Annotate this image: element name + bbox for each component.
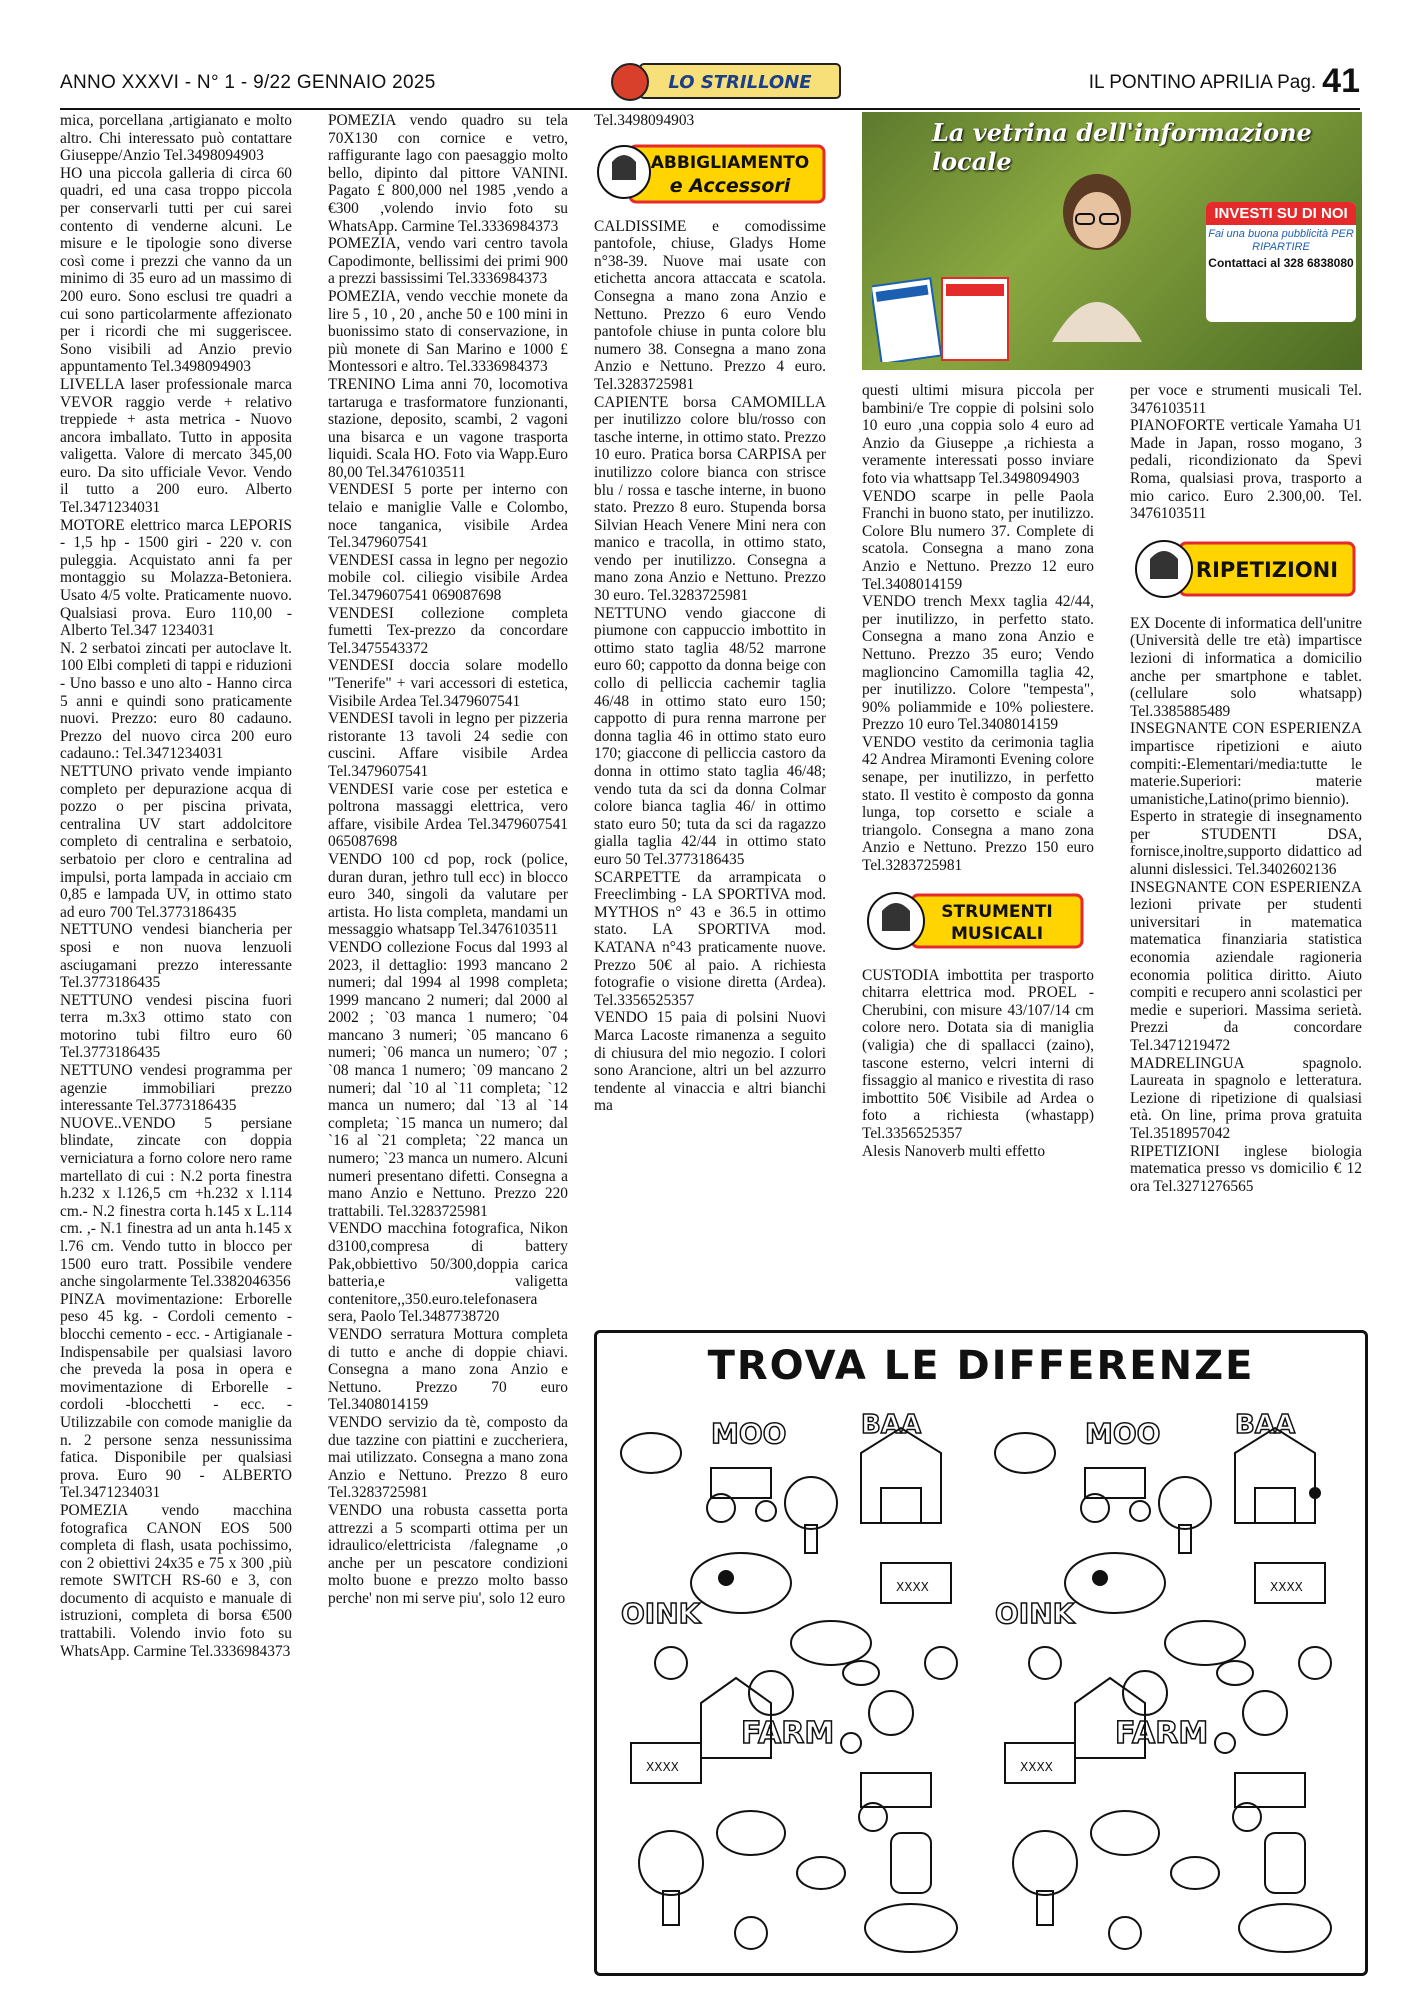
- tree-trunk-icon: [663, 1891, 679, 1925]
- duck-icon: [1217, 1661, 1253, 1685]
- spot-the-difference-puzzle: [594, 1330, 1368, 1976]
- puzzle-word: MOO: [711, 1417, 787, 1450]
- classified-ad: mica, porcellana ,artigianato e molto altro. Chi interessato può contattare Giuseppe/Anzio Tel.3498094903: [60, 112, 292, 165]
- classified-ad: NUOVE..VENDO 5 persiane blindate, zincate con doppia verniciatura a forno colore nero rame martellato di cui : N.2 porta finestra h.232 x l.126,5 cm +h.232 x l.114 cm.- N.2 finestra corta h.145 x L.114 cm. ,- N.1 finestra ad un anta h.145 x l.76 cm. Vendo tutto in blocco per 1500 euro tratt. Possibile vendere anche singolarmente Tel.3382046356: [60, 1114, 292, 1291]
- basket-label: XXXX: [646, 1760, 679, 1774]
- tractor-icon: [1235, 1773, 1305, 1807]
- classified-ad: VENDO 100 cd pop, rock (police, duran duran, jethro tull ecc) in blocco euro 340, singoli da valutare per artista. Ho lista completa, mandami un messaggio whatsapp Tel.3476103511: [328, 850, 568, 939]
- classified-ad: POMEZIA vendo macchina fotografica CANON EOS 500 completa di flash, usata pochissimo, con 2 obiettivi 24x35 e 75 x 300 ,più remote SWITCH RS-60 e 3, con documento di acquisto e manuale di istruzioni, completa di borsa €500 trattabili. Volendo invio foto su WhatsApp. Carmine Tel.3336984373: [60, 1501, 292, 1660]
- column-5-bottom: [1130, 615, 1362, 1196]
- newsboy-icon: [882, 903, 910, 931]
- section-badge-ripetizioni: [1130, 533, 1362, 603]
- cow-icon: [1065, 1553, 1165, 1613]
- cow-spot-icon: [718, 1570, 734, 1586]
- ad-box-sub: Fai una buona pubblicità PER RIPARTIRE: [1208, 228, 1354, 253]
- classified-ad: RIPETIZIONI inglese biologia matematica presso vs domicilio € 12 ora Tel.3271276565: [1130, 1142, 1362, 1195]
- tree-icon: [639, 1831, 703, 1895]
- newsboy-icon: [612, 155, 636, 180]
- barn-door-icon: [881, 1488, 921, 1523]
- ad-box-heading: INVESTI SU DI NOI: [1206, 202, 1356, 225]
- flower-icon: [841, 1733, 861, 1753]
- tractor-icon: [861, 1773, 931, 1807]
- column-3: [594, 112, 826, 1332]
- classified-ad: POMEZIA, vendo vari centro tavola Capodimonte, bellissimi dei primi 900 a prezzi bassissimi Tel.3336984373: [328, 235, 568, 288]
- classified-ad: HO una piccola galleria di circa 60 quadri, ed una casa troppo piccola per conservarli tutti per cui sarei contento di venderne alcuni. Le misure e le tipologie sono diverse così come i prezzi che vanno da un minimo di 35 euro ad un massimo di 200 euro. Sono esclusi tre quadri a cui sono particolarmente affezionato per i ricordi che mi suggeriscee. Sono visibili ad Anzio previo appuntamento Tel.3498094903: [60, 164, 292, 376]
- classified-ad: MOTORE elettrico marca LEPORIS - 1,5 hp - 1500 giri - 220 v. con puleggia. Acquistato anni fa per montaggio su Molazza-Betoniera. Usato 4/5 volte. Praticamente nuovo. Qualsiasi prova. Euro 110,00 - Alberto Tel.347 1234031: [60, 516, 292, 640]
- svg-text:STRUMENTI: STRUMENTI: [941, 901, 1053, 922]
- page-number: 41: [1322, 62, 1360, 100]
- chicken-icon: [1299, 1647, 1331, 1679]
- lo-strillone-logo: [600, 58, 860, 104]
- classified-ad: VENDO collezione Focus dal 1993 al 2023, il dettaglio: 1993 mancano 2 numeri; dal 1994 al 1998 completa; 1999 mancano 2 numeri; dal 2000 al 2002 ; `03 manca 1 numero; `04 mancano 3 numeri; `05 mancano 6 numeri; `06 manca un numero; `07 ; `08 manca 1 numero; `09 mancano 2 numeri; dal `10 al `11 completa; `12 manca un numero; dal `13 al `14 completa; `15 manca un numero; dal `16 al `21 completa; `22 manca un numero; `23 manca un numero. Alcuni numeri presentano difetti. Consegna a mano Anzio e Nettuno. Prezzo 220 trattabili. Tel.3283725981: [328, 938, 568, 1220]
- tree-icon: [1159, 1477, 1211, 1529]
- classified-ad: CAPIENTE borsa CAMOMILLA per inutilizzo colore blu/rosso con tasche interne, in ottimo stato. Prezzo 10 euro. Pratica borsa CARPISA per inutilizzo colore bianca con strisce blu / rossa e tasche interne, in buono stato. Prezzo 8 euro. Stupenda borsa Silvian Heach Venere Mini nera con manico e tracolla, in ottimo stato, vendo per inutilizzo. Consegna a mano zona Anzio e Nettuno. Prezzo 30 euro. Tel.3283725981: [594, 393, 826, 605]
- puzzle-word: FARM: [741, 1716, 835, 1751]
- classified-ad: LIVELLA laser professionale marca VEVOR raggio verde + relativo treppiede + asta metrica - Nuovo ancora imballato. Tutto in apposita valigetta. Valore di mercato 345,00 euro. Da sito ufficiale Vevor. Vendo il tutto a 200 euro. Alberto Tel.3471234031: [60, 375, 292, 517]
- puzzle-panel-left: [611, 1413, 981, 1961]
- classified-ad: VENDESI tavoli in legno per pizzeria ristorante 13 tavoli 24 sedie con cuscini. Affare visibile Ardea Tel.3479607541: [328, 710, 568, 780]
- column-3-top: [594, 112, 826, 130]
- puzzle-word: FARM: [1115, 1716, 1209, 1751]
- classified-ad: VENDO serratura Mottura completa di tutto e anche di doppie chiavi. Consegna a mano zona Anzio e Nettuno. Prezzo 70 euro Tel.3408014159: [328, 1325, 568, 1414]
- classified-ad: NETTUNO vendo giaccone di piumone con cappuccio imbottito in ottimo stato taglia 48/52 marrone euro 60; cappotto da donna beige con collo di pelliccia cachemir taglia 46/48 in ottimo stato euro 150; cappotto di pura renna marrone per donna taglia 46 in ottimo stato euro 170; giaccone di pelliccia castoro da donna in ottimo stato taglia 46/48; vendo tuta da sci da donna Colmar colore bianca taglia 46/ in ottimo stato euro 50; tuta da sci da ragazzo gialla taglia 42/44 in ottimo stato euro 50 Tel.3773186435: [594, 604, 826, 868]
- classified-ad: CUSTODIA imbottita per trasporto chitarra elettrica mod. PROEL - Cherubini, con misure 43/107/14 cm colore nero. Dotata sia di maniglia (valigia) che di spallacci (zaino), tascone esterno, velcri interni di fissaggio al manico e rivestita di raso imbottito 50€ Visibile ad Ardea o foto a richiesta (whastapp) Tel.3356525357: [862, 966, 1094, 1142]
- chicken-icon: [1109, 1917, 1141, 1949]
- duck-icon: [1171, 1857, 1219, 1889]
- ad-title: La vetrina dell'informazione locale: [932, 118, 1312, 176]
- column-2: [328, 112, 568, 1892]
- tree-trunk-icon: [1037, 1891, 1053, 1925]
- pig-icon: [621, 1433, 681, 1473]
- ad-magazines-icon: [872, 262, 1022, 362]
- barn-icon: [1235, 1428, 1315, 1523]
- puzzle-title: TROVA LE DIFFERENZE: [707, 1343, 1255, 1389]
- classified-ad: VENDESI 5 porte per interno con telaio e maniglie Valle e Colombo, noce tanganica, visibile Ardea Tel.3479607541: [328, 481, 568, 552]
- tree-icon: [1013, 1831, 1077, 1895]
- basket-label: XXXX: [1270, 1580, 1303, 1594]
- classified-ad: VENDO macchina fotografica, Nikon d3100,compresa di battery Pak,obbiettivo 50/300,doppia carica batteria,e valigetta contenitore,,350.euro.telefonasera sera, Paolo Tel.3487738720: [328, 1220, 568, 1326]
- classified-ad: TRENINO Lima anni 70, locomotiva tartaruga e trasformatore funzionanti, stazione, deposito, scambi, 2 vagoni una bisarca e un vagone trasporta liquidi. Scala HO. Foto via Wapp.Euro 80,00 Tel.3476103511: [328, 375, 568, 481]
- publication-info: [1089, 62, 1360, 101]
- classified-ad: PINZA movimentazione: Erborelle peso 45 kg. - Cordoli cemento - blocchi cemento - ecc. - Artigianale - Indispensabile per qualsiasi lavoro che preveda la posa in opera e movimentazione di Erborelle - cordoli -blocchetti - ecc. - Utilizzabile con comode maniglie da n. 2 persone senza nessunissima fatica. Disponibile per qualsiasi prova. Euro 90 - ALBERTO Tel.3471234031: [60, 1290, 292, 1502]
- classified-ad: VENDESI cassa in legno per negozio mobile col. ciliegio visibile Ardea Tel.3479607541 069087698: [328, 551, 568, 605]
- tractor-wheel-icon: [1130, 1501, 1150, 1521]
- chicken-icon: [925, 1647, 957, 1679]
- svg-text:MUSICALI: MUSICALI: [950, 923, 1044, 944]
- chicken-icon: [1029, 1647, 1061, 1679]
- column-5-body: [1130, 382, 1362, 523]
- classified-ad: VENDO scarpe in pelle Paola Franchi in buono stato, per inutilizzo. Colore Blu numero 37. Complete di scatola. Consegna a mano zona Anzio e Nettuno. Prezzo 12 euro Tel.3408014159: [862, 487, 1094, 593]
- section-badge-abbigliamento: [594, 140, 826, 206]
- puzzle-panel-right: [985, 1413, 1355, 1961]
- flower-icon: [1215, 1733, 1235, 1753]
- ad-photo-girl-icon: [1032, 172, 1162, 342]
- svg-text:RIPETIZIONI: RIPETIZIONI: [1195, 557, 1339, 582]
- classified-ad: Alesis Nanoverb multi effetto: [862, 1142, 1046, 1160]
- advertisement-banner[interactable]: [862, 112, 1362, 370]
- duck-icon: [797, 1857, 845, 1889]
- column-4-bottom: [862, 967, 1094, 1161]
- classified-ad: VENDO 15 paia di polsini Nuovi Marca Lacoste rimanenza a seguito di chiusura del mio negozio. I colori sono Arancione, altri un bel azzurro tendente al vinaccia e altri bianchi ma: [594, 1009, 826, 1115]
- tree-icon: [785, 1477, 837, 1529]
- classified-ad: NETTUNO vendesi biancheria per sposi e non nuova lenzuoli asciugamani prezzo interessante Tel.3773186435: [60, 921, 292, 992]
- classified-ad: POMEZIA, vendo vecchie monete da lire 5 , 10 , 20 , anche 50 e 100 mini in buonissimo stato di conservazione, in più monete di San Marino e 1000 £ Montessori e altro. Tel.3336984373: [328, 287, 568, 376]
- horse-icon: [791, 1621, 871, 1665]
- classified-ad: INSEGNANTE CON ESPERIENZA lezioni private per studenti universitari in matematica matematica finanziaria statistica economia aziendale ragioneria economia politica diritto. Aiuto compiti e recupero anni scolastici per medie e superiori. Massima serietà. Prezzi da concordare Tel.3471219472: [1130, 878, 1362, 1054]
- puzzle-word: OINK: [995, 1597, 1075, 1630]
- puzzle-word: MOO: [1085, 1417, 1161, 1450]
- column-4-body: [862, 382, 1094, 875]
- newsboy-icon: [1150, 551, 1178, 579]
- svg-text:e Accessori: e Accessori: [669, 174, 791, 197]
- difference-mark: [1309, 1487, 1321, 1499]
- classified-ad: VENDESI varie cose per estetica e poltrona massaggi elettrica, vero affare, visibile Ardea Tel.3479607541 065087698: [328, 780, 568, 851]
- column-5: [1130, 382, 1362, 1222]
- column-1: [60, 112, 292, 1892]
- puzzle-word: BAA: [861, 1413, 922, 1440]
- classified-ad: N. 2 serbatoi zincati per autoclave lt. 100 Elbi completi di tappi e riduzioni - Uno basso e uno alto - Hanno circa 5 anni e quindi sono praticamente nuovi. Prezzo: euro 80 cadauno. Prezzo del nuovo circa 200 euro cadauno.: Tel.3471234031: [60, 639, 292, 763]
- classified-ad: VENDESI doccia solare modello "Tenerife" + vari accessori di estetica, Visibile Ardea Tel.3479607541: [328, 657, 568, 710]
- issue-info: ANNO XXXVI - N° 1 - 9/22 GENNAIO 2025: [60, 72, 436, 93]
- page-header: [60, 58, 1360, 110]
- puzzle-word: BAA: [1235, 1413, 1296, 1440]
- classified-ad: INSEGNANTE CON ESPERIENZA impartisce ripetizioni e aiuto compiti:-Elementari/media:tutte le materie.Superiori: materie umanistiche,Latino(primo biennio).: [1130, 720, 1362, 808]
- ad-box-contact: Contattaci al 328 6838080: [1208, 256, 1354, 270]
- classified-ad: SCARPETTE da arrampicata o Freeclimbing - LA SPORTIVA mod. MYTHOS n° 43 e 36.5 in ottimo stato. LA SPORTIVA mod. KATANA n°43 praticamente nuove. Prezzo 50€ al paio. A richiesta fotografie o visione diretta (Ardea). Tel.3356525357: [594, 868, 826, 1009]
- classified-ad: POMEZIA vendo quadro su tela 70X130 con cornice e vetro, raffigurante lago con paesaggio molto bello, dipinto dal pittore VANINI. Pagato £ 800,000 nel 1985 ,vendo a €300 ,volendo invio foto su WhatsApp. Carmine Tel.3336984373: [328, 112, 568, 235]
- cow-icon: [865, 1904, 957, 1952]
- sheep-icon: [869, 1691, 913, 1735]
- classified-ad: VENDESI collezione completa fumetti Tex-prezzo da concordare Tel.3475543372: [328, 604, 568, 657]
- classified-ad: Tel.3498094903: [594, 112, 695, 129]
- classified-ad: PIANOFORTE verticale Yamaha U1 Made in Japan, rosso mogano, 3 pedali, ricondizionato da Spevi Roma, qualsiasi prova, trasporto a mio carico. Euro 2.300,00. Tel. 3476103511: [1130, 417, 1362, 523]
- publication-name: IL PONTINO APRILIA Pag.: [1088, 72, 1317, 93]
- classified-ad: NETTUNO vendesi piscina fuori terra m.3x3 ottimo stato con motorino tubi filtro euro 60 Tel.3773186435: [60, 991, 292, 1062]
- barn-icon: [861, 1428, 941, 1523]
- cow-icon: [1239, 1904, 1331, 1952]
- chicken-icon: [655, 1647, 687, 1679]
- ad-contact-box: [1206, 202, 1356, 322]
- classified-ad: VENDO trench Mexx taglia 42/44, per inutilizzo, in perfetto stato. Consegna a mano zona Anzio e Nettuno. Prezzo 35 euro; Vendo maglioncino Camomilla taglia 42, per inutilizzo. Colore "tempesta", 90% poliammide e 10% poliestere. Prezzo 10 euro Tel.3408014159: [862, 593, 1094, 734]
- horse-icon: [1165, 1621, 1245, 1665]
- cow-spot-icon: [1092, 1570, 1108, 1586]
- puzzle-word: OINK: [621, 1597, 701, 1630]
- goat-icon: [1091, 1811, 1159, 1855]
- classified-ad: NETTUNO vendesi programma per agenzie immobiliari prezzo interessante Tel.3773186435: [60, 1062, 292, 1115]
- duck-icon: [843, 1661, 879, 1685]
- column-3-body: [594, 218, 826, 1115]
- alpaca-icon: [1265, 1833, 1305, 1893]
- chicken-icon: [735, 1917, 767, 1949]
- section-badge-strumenti: [862, 885, 1094, 955]
- goat-icon: [717, 1811, 785, 1855]
- alpaca-icon: [891, 1833, 931, 1893]
- classified-ad: NETTUNO privato vende impianto completo per depurazione acqua di pozzo o per piscina privata, centralina UV start addolcitore completo di centralina e serbatoio, serbatoio per cloro e centralina ad impulsi, porta lampada in acciaio cm 0,85 e lampada UV, in ottimo stato ad euro 700 Tel.3773186435: [60, 762, 292, 921]
- column-4: [862, 382, 1094, 1222]
- svg-text:ABBIGLIAMENTO: ABBIGLIAMENTO: [650, 152, 810, 173]
- classified-ad: VENDO servizio da tè, composto da due tazzine con piattini e zuccheriera, mai utilizzato. Consegna a mano zona Anzio e Nettuno. Prezzo 8 euro Tel.3283725981: [328, 1413, 568, 1502]
- classified-ad: Esperto in strategie di insegnamento per STUDENTI DSA, fornisce,inoltre,supporto didattico ad alunni dislessici. Tel.3402602136: [1130, 808, 1362, 879]
- classified-ad: MADRELINGUA spagnolo. Laureata in spagnolo e letteratura. Lezione di ripetizione di qualsiasi età. On line, prima prova gratuita Tel.3518957042: [1130, 1054, 1362, 1142]
- tractor-wheel-icon: [756, 1501, 776, 1521]
- logo-text: LO STRILLONE: [668, 72, 812, 93]
- basket-label: XXXX: [1020, 1760, 1053, 1774]
- classified-ad: CALDISSIME e comodissime pantofole, chiuse, Gladys Home n°38-39. Nuove mai usate con etichetta ancora attaccata e scatola. Consegna a mano zona Anzio e Nettuno. Prezzo 6 euro Vendo pantofole chiuse in punta colore blu numero 38. Consegna a mano zona Anzio e Nettuno. Prezzo 4 euro. Tel.3283725981: [594, 217, 826, 393]
- barn-door-icon: [1255, 1488, 1295, 1523]
- cow-icon: [691, 1553, 791, 1613]
- classified-ad: VENDO vestito da cerimonia taglia 42 Andrea Miramonti Evening colore senape, per inutilizzo, in perfetto stato. Il vestito è composto da gonna lunga, top corsetto e sciale a triangolo. Consegna a mano zona Anzio e Nettuno. Prezzo 150 euro Tel.3283725981: [862, 733, 1094, 875]
- classified-ad: questi ultimi misura piccola per bambini/e Tre coppie di polsini solo 10 euro ,una coppia solo 4 euro ad Anzio da Giuseppe ,a richiesta a veramente interessati posso inviare foto via whattsapp Tel.3498094903: [862, 382, 1094, 487]
- basket-label: XXXX: [896, 1580, 929, 1594]
- classified-ad: EX Docente di informatica dell'unitre (Università delle tre età) impartisce lezioni di informatica a domicilio anche per smartphone e tablet. (cellulare solo whatsapp) Tel.3385885489: [1130, 614, 1362, 720]
- pig-icon: [995, 1433, 1055, 1473]
- sheep-icon: [1243, 1691, 1287, 1735]
- classified-ad: per voce e strumenti musicali Tel. 3476103511: [1130, 382, 1362, 417]
- classified-ad: VENDO una robusta cassetta porta attrezzi a 5 scomparti ottima per un idraulico/elettricista /falegname ,o anche per un pescatore condizioni molto buone e prezzo molto basso perche' non mi serve piu', solo 12 euro: [328, 1501, 568, 1607]
